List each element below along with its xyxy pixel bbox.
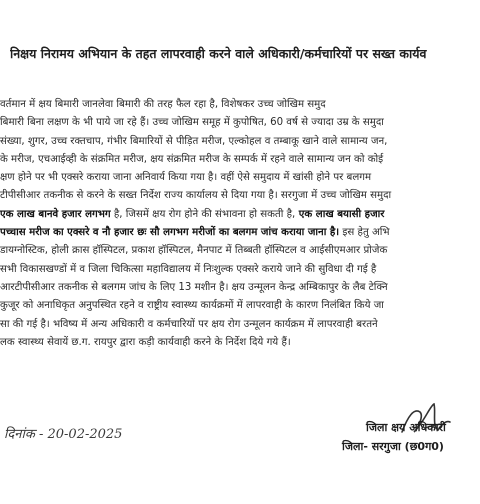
officer-office: जिला- सरगुजा (छ0ग0) xyxy=(342,440,444,453)
body-line-1: वर्तमान में क्षय बिमारी जानलेवा बिमारी की तरह फैल रहा है, विशेषकर उच्च जोखिम समुद xyxy=(0,99,326,110)
body-line-14: लक स्वास्थ्य सेवायें छ.ग. रायपुर द्वारा कड़ी कार्यवाही करने के निर्देश दिये गये हैं। xyxy=(0,336,291,348)
body-line-7 xyxy=(0,206,480,224)
body-line-8-text: इस हेतु अभि xyxy=(339,227,390,239)
handwritten-date: दिनांक - 20-02-2025 xyxy=(4,427,123,442)
body-line-2: बिमारी बिना लक्षण के भी पाये जा रहे हैं। उच्च जोखिम समूह में कुपोषित, 60 वर्ष से ज्यादा उम्र के समुदा xyxy=(0,117,384,129)
document-body xyxy=(0,96,480,352)
body-line-5: क्षण होने पर भी एक्सरे कराया जाना अनिवार्य किया गया है। वहीं ऐसे समुदाय में खांसी होने पर बलगम xyxy=(0,172,372,184)
body-line-3: संख्या, शुगर, उच्च रक्तचाप, गंभीर बिमारियों से पीड़ित मरीज, एल्कोहल व तम्बाकू खाने वाले सामान्य जन, xyxy=(0,135,388,147)
document-title: निक्षय निरामय अभियान के तहत लापरवाही करने वाले अधिकारी/कर्मचारियों पर सख्त कार्यव xyxy=(10,46,427,61)
officer-designation: जिला क्षय अधिकारी xyxy=(366,421,446,434)
bold-xray-count: एक लाख बयासी हजार xyxy=(295,208,385,220)
bold-test-count: पच्चास मरीज का एक्सरे व नौ हजार छः सौ लगभग मरीजों का बलगम जांच कराया जाना है। xyxy=(0,227,340,239)
body-line-13: सा की गई है। भविष्य में अन्य अधिकारी व कर्मचारियों पर क्षय रोग उन्मूलन कार्यक्रम में लापरवाही बरतने xyxy=(0,318,378,330)
body-line-8 xyxy=(0,224,480,242)
body-line-4: के मरीज, एचआईव्ही के संक्रमित मरीज, क्षय संक्रमित मरीज के सम्पर्क में रहने वाले सामान्य जन को कोई xyxy=(0,153,384,165)
body-line-6: टीपीसीआर तकनीक से करने के सख्त निर्देश राज्य कार्यालय से दिया गया है। सरगुजा में उच्च जोखिम समुदा xyxy=(0,190,392,202)
bold-population-count: एक लाख बानवे हजार लगभग xyxy=(0,208,111,220)
body-line-11: आरटीपीसीआर तकनीक से बलगम जांच के लिए 13 मशीन है। क्षय उन्मूलन केन्द्र अम्बिकापुर के लैब टेक्नि xyxy=(0,281,388,293)
body-line-9: डायग्नोस्टिक, होली क्रास हॉस्पिटल, प्रकाश हॉस्पिटल, मैनपाट में तिब्बती हॉस्पिटल व आईसीएमआर प्रोजेक xyxy=(0,245,388,257)
body-line-7-text: है, जिसमें क्षय रोग होने की संभावना हो सकती है, xyxy=(110,208,296,220)
body-line-10: सभी विकासखण्डों में व जिला चिकित्सा महाविद्यालय में निःशुल्क एक्सरे कराये जाने की सुविधा दी गई है xyxy=(0,263,377,275)
body-line-12: कुजूर को अनाधिकृत अनुपस्थित रहने व राष्ट्रीय स्वास्थ्य कार्यक्रमों में लापरवाही के कारण निलंबित किये जा xyxy=(0,300,384,312)
